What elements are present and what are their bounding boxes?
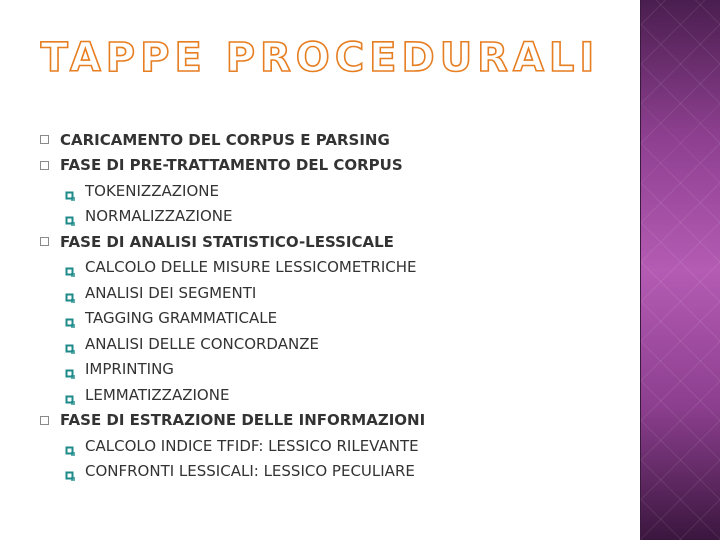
list-item-label: FASE DI PRE-TRATTAMENTO DEL CORPUS (60, 156, 403, 175)
checkbox-bullet-icon (40, 161, 49, 170)
sub-list-item (60, 357, 640, 383)
square-bullet-icon (65, 390, 75, 400)
sub-list-item-label: TAGGING GRAMMATICALE (85, 309, 278, 328)
square-bullet-icon (65, 339, 75, 349)
square-bullet-icon (65, 466, 75, 476)
list-item (60, 153, 640, 179)
square-bullet-icon (65, 364, 75, 374)
sub-list-item (60, 255, 640, 281)
square-bullet-icon (65, 186, 75, 196)
checkbox-bullet-icon (40, 416, 49, 425)
list-item-label: CARICAMENTO DEL CORPUS E PARSING (60, 130, 390, 149)
sub-list-item (60, 433, 640, 459)
sub-list-item-label: TOKENIZZAZIONE (85, 181, 219, 200)
square-bullet-icon (65, 211, 75, 221)
sub-list-item (60, 306, 640, 332)
checkbox-bullet-icon (40, 237, 49, 246)
sub-list-item (60, 178, 640, 204)
sub-list-item-label: IMPRINTING (85, 360, 174, 379)
list-item (60, 229, 640, 255)
sub-list-item (60, 382, 640, 408)
sub-list-item-label: CONFRONTI LESSICALI: LESSICO PECULIARE (85, 462, 415, 481)
sub-list-item-label: CALCOLO INDICE TFIDF: LESSICO RILEVANTE (85, 436, 419, 455)
list-item-label: FASE DI ESTRAZIONE DELLE INFORMAZIONI (60, 411, 426, 430)
square-bullet-icon (65, 441, 75, 451)
bullet-list (60, 127, 640, 484)
sub-list-item (60, 459, 640, 485)
sub-list-item (60, 331, 640, 357)
list-item-label: FASE DI ANALISI STATISTICO-LESSICALE (60, 232, 394, 251)
square-bullet-icon (65, 288, 75, 298)
sub-list-item (60, 204, 640, 230)
decorative-sidebar (641, 0, 720, 540)
sub-list-item-label: ANALISI DELLE CONCORDANZE (85, 334, 319, 353)
list-item (60, 127, 640, 153)
sub-list-item-label: NORMALIZZAZIONE (85, 207, 233, 226)
square-bullet-icon (65, 313, 75, 323)
sub-list-item-label: LEMMATIZZAZIONE (85, 385, 230, 404)
sub-list-item-label: ANALISI DEI SEGMENTI (85, 283, 257, 302)
sub-list-item (60, 280, 640, 306)
square-bullet-icon (65, 262, 75, 272)
list-item (60, 408, 640, 434)
checkbox-bullet-icon (40, 135, 49, 144)
slide-title: TAPPE PROCEDURALI (40, 35, 600, 81)
sub-list-item-label: CALCOLO DELLE MISURE LESSICOMETRICHE (85, 258, 417, 277)
